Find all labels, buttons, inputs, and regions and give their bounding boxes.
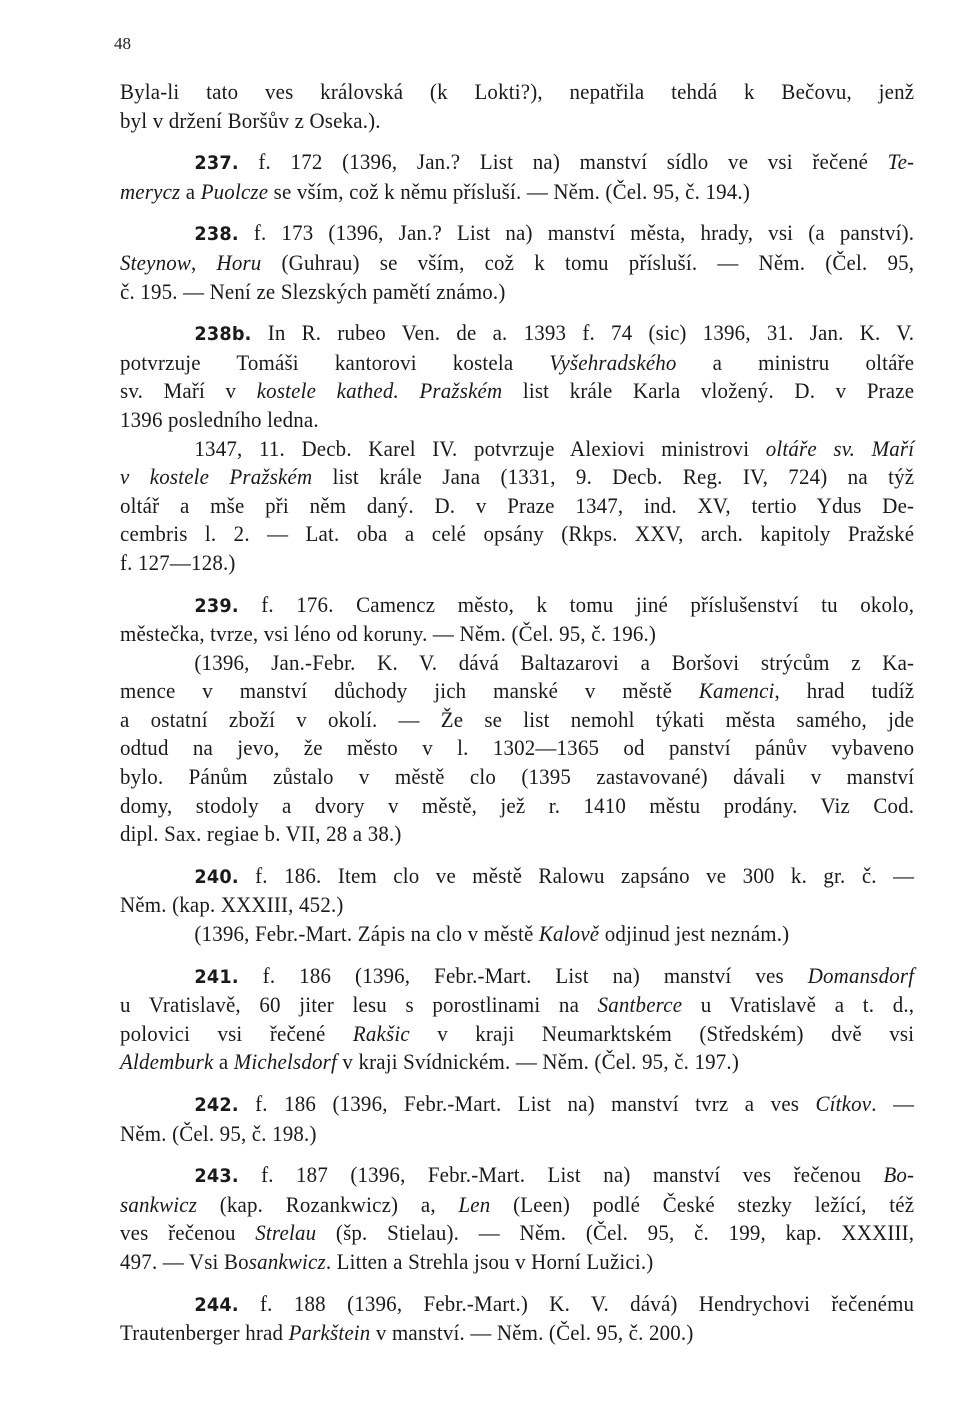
line-text: f. 186 (1396, Febr.-Mart. List na) manství tvrz a ves Cítkov. — <box>238 1091 915 1116</box>
line-text: f. 188 (1396, Febr.-Mart.) K. V. dává) Hendrychovi řečenému <box>238 1290 915 1316</box>
italic-term: Parkštein <box>288 1320 371 1346</box>
entry-e237 <box>120 148 914 206</box>
text-line <box>120 1319 914 1348</box>
line-text: Něm. (kap. XXXIII, 452.) <box>120 892 344 918</box>
text-line <box>120 249 914 278</box>
italic-term: Cítkov <box>815 1091 872 1116</box>
text-line <box>120 549 914 578</box>
entry-e242 <box>120 1090 914 1148</box>
paragraph-gap <box>120 206 914 219</box>
text-line <box>120 649 914 678</box>
paragraph-gap <box>120 1277 914 1290</box>
line-text: sankwicz (kap. Rozankwicz) a, Len (Leen) podlé České stezky ležící, též <box>120 1191 915 1217</box>
text-line <box>120 148 914 178</box>
text-line <box>120 920 914 949</box>
line-text: bylo. Pánům zůstalo v městě clo (1395 zastavované) dávali v manství <box>120 764 915 790</box>
line-text: (1396, Febr.-Mart. Zápis na clo v městě Kalově odjinud jest neznám.) <box>194 921 790 947</box>
line-text: Byla-li tato ves královská (k Lokti?), nepatřila tehdá k Bečovu, jenž <box>120 79 915 104</box>
line-text: polovici vsi řečené Rakšic v kraji Neumarktském (Středském) dvě vsi <box>120 1020 915 1046</box>
entry-number: 237. <box>194 152 239 175</box>
text-line <box>120 1161 914 1191</box>
entry-e243 <box>120 1161 914 1276</box>
line-text: f. 186. Item clo ve městě Ralowu zapsáno ve 300 k. gr. č. — <box>238 862 915 888</box>
line-text: f. 173 (1396, Jan.? List na) manství města, hrady, vsi (a panství). <box>238 220 915 246</box>
text-line <box>120 1048 914 1077</box>
italic-term: kostele kathed. Pražském <box>256 378 503 404</box>
paragraph-gap <box>120 135 914 148</box>
line-text: f. 127—128.) <box>120 549 236 575</box>
page-number: 48 <box>114 34 131 53</box>
entry-number: 244. <box>194 1293 239 1316</box>
paragraph-gap <box>120 949 914 962</box>
line-text: Steynow, Horu (Guhrau) se vším, což k tomu přísluší. — Něm. (Čel. 95, <box>120 249 915 275</box>
line-text: Aldemburk a Michelsdorf v kraji Svídnickém. — Něm. (Čel. 95, č. 197.) <box>120 1049 739 1075</box>
italic-term: sankwicz <box>120 1191 198 1217</box>
entry-number: 238. <box>194 223 239 246</box>
text-line <box>120 219 914 249</box>
entry-e244 <box>120 1290 914 1348</box>
line-text: odtud na jevo, že město v l. 1302—1365 od panství pánův vybaveno <box>120 735 915 761</box>
text-line <box>120 792 914 821</box>
text-line <box>120 734 914 763</box>
line-text: merycz a Puolcze se vším, což k němu přísluší. — Něm. (Čel. 95, č. 194.) <box>120 178 750 204</box>
italic-term: Domansdorf <box>807 962 915 988</box>
entry-e241 <box>120 962 914 1077</box>
line-text: u Vratislavě, 60 jiter lesu s porostlinami na Santberce u Vratislavě a t. d., <box>120 992 915 1018</box>
text-line <box>120 349 914 378</box>
text-line <box>120 1219 914 1248</box>
italic-term: Strelau <box>255 1220 317 1246</box>
line-text: mence v manství důchody jich manské v městě Kamenci, hrad tudíž <box>120 678 915 704</box>
entry-e238b-sub <box>120 435 914 578</box>
italic-term: v kostele Pražském <box>120 464 313 490</box>
italic-term: Te- <box>887 149 915 175</box>
text-line <box>120 862 914 892</box>
text-line <box>120 492 914 521</box>
line-text: domy, stodoly a dvory v městě, jež r. 1410 městu prodány. Viz Cod. <box>120 792 915 818</box>
entry-e239 <box>120 591 914 649</box>
italic-term: Kalově <box>538 921 600 947</box>
entry-e240 <box>120 862 914 920</box>
italic-term: Michelsdorf <box>233 1049 337 1075</box>
line-text: f. 186 (1396, Febr.-Mart. List na) manství ves Domansdorf <box>238 962 915 988</box>
line-text: 1396 posledního ledna. <box>120 406 319 432</box>
line-text: potvrzuje Tomáši kantorovi kostela Vyšehradského a ministru oltáře <box>120 349 915 375</box>
text-line <box>120 620 914 649</box>
line-text: č. 195. — Není ze Slezských pamětí známo.) <box>120 278 506 304</box>
line-text: f. 172 (1396, Jan.? List na) manství sídlo ve vsi řečené Te- <box>238 149 915 175</box>
line-text: městečka, tvrze, vsi léno od koruny. — Něm. (Čel. 95, č. 196.) <box>120 621 657 647</box>
italic-term: Vyšehradského <box>549 349 677 375</box>
entry-e238b <box>120 319 914 434</box>
italic-term: Santberce <box>597 992 683 1018</box>
line-text: a ostatní zboží v okolí. — Že se list nemohl týkati města samého, jde <box>120 706 915 732</box>
line-text: f. 187 (1396, Febr.-Mart. List na) manství ves řečenou Bo- <box>238 1162 915 1188</box>
text-line <box>120 677 914 706</box>
italic-term: sankwicz <box>248 1248 326 1274</box>
text-line <box>120 1248 914 1277</box>
text-line <box>120 377 914 406</box>
line-text: v kostele Pražském list krále Jana (1331, 9. Decb. Reg. IV, 724) na týž <box>120 464 915 490</box>
line-text: oltář a mše při něm daný. D. v Praze 1347, ind. XV, tertio Ydus De- <box>120 492 915 518</box>
page-body <box>120 78 914 1348</box>
text-line <box>120 820 914 849</box>
text-line <box>120 1120 914 1149</box>
text-line <box>120 520 914 549</box>
entry-e239-sub <box>120 649 914 849</box>
text-line <box>120 591 914 621</box>
text-line <box>120 278 914 307</box>
text-line <box>120 107 914 136</box>
entry-number: 240. <box>194 865 239 888</box>
italic-term: Puolcze <box>200 178 269 204</box>
italic-term: Len <box>458 1191 491 1217</box>
paragraph-gap <box>120 306 914 319</box>
text-line <box>120 319 914 349</box>
text-line <box>120 435 914 464</box>
entry-number: 239. <box>194 594 239 617</box>
line-text: Něm. (Čel. 95, č. 198.) <box>120 1120 317 1146</box>
text-line <box>120 406 914 435</box>
italic-term: Aldemburk <box>120 1049 214 1075</box>
text-line <box>120 78 914 107</box>
line-text: 497. — Vsi Bosankwicz. Litten a Strehla jsou v Horní Lužici.) <box>120 1248 654 1274</box>
line-text: In R. rubeo Ven. de a. 1393 f. 74 (sic) 1396, 31. Jan. K. V. <box>251 320 915 346</box>
entry-number: 243. <box>194 1165 239 1188</box>
line-text: sv. Maří v kostele kathed. Pražském list krále Karla vložený. D. v Praze <box>120 378 915 404</box>
text-line <box>120 706 914 735</box>
text-line <box>120 178 914 207</box>
text-line <box>120 1090 914 1120</box>
paragraph-gap <box>120 1077 914 1090</box>
paragraph-gap <box>120 849 914 862</box>
line-text: Trautenberger hrad Parkštein v manství. — Něm. (Čel. 95, č. 200.) <box>120 1320 694 1346</box>
italic-term: Horu <box>216 249 262 275</box>
text-line <box>120 463 914 492</box>
entry-number: 242. <box>194 1094 239 1116</box>
entry-intro <box>120 78 914 135</box>
entry-number: 238b. <box>194 323 252 346</box>
text-line <box>120 891 914 920</box>
line-text: 1347, 11. Decb. Karel IV. potvrzuje Alexiovi ministrovi oltáře sv. Maří <box>194 435 915 461</box>
text-line <box>120 962 914 992</box>
italic-term: oltáře sv. Maří <box>765 435 915 461</box>
line-text: (1396, Jan.-Febr. K. V. dává Baltazarovi a Boršovi strýcům z Ka- <box>194 649 915 675</box>
line-text: dipl. Sax. regiae b. VII, 28 a 38.) <box>120 821 402 847</box>
line-text: cembris l. 2. — Lat. oba a celé opsány (Rkps. XXV, arch. kapitoly Pražské <box>120 521 915 547</box>
italic-term: Steynow <box>120 249 192 275</box>
italic-term: Rakšic <box>352 1020 410 1046</box>
entry-number: 241. <box>194 965 239 988</box>
line-text: ves řečenou Strelau (šp. Stielau). — Něm. (Čel. 95, č. 199, kap. XXXIII, <box>120 1220 915 1246</box>
italic-term: merycz <box>120 178 181 204</box>
italic-term: Bo- <box>883 1162 915 1188</box>
text-line <box>120 991 914 1020</box>
line-text: byl v držení Boršův z Oseka.). <box>120 107 381 133</box>
paragraph-gap <box>120 578 914 591</box>
text-line <box>120 1191 914 1220</box>
entry-e238 <box>120 219 914 306</box>
text-line <box>120 763 914 792</box>
text-line <box>120 1290 914 1320</box>
paragraph-gap <box>120 1148 914 1161</box>
text-line <box>120 1020 914 1049</box>
line-text: f. 176. Camencz město, k tomu jiné příslušenství tu okolo, <box>238 591 915 617</box>
italic-term: Kamenci <box>698 678 775 704</box>
entry-e240-sub <box>120 920 914 949</box>
